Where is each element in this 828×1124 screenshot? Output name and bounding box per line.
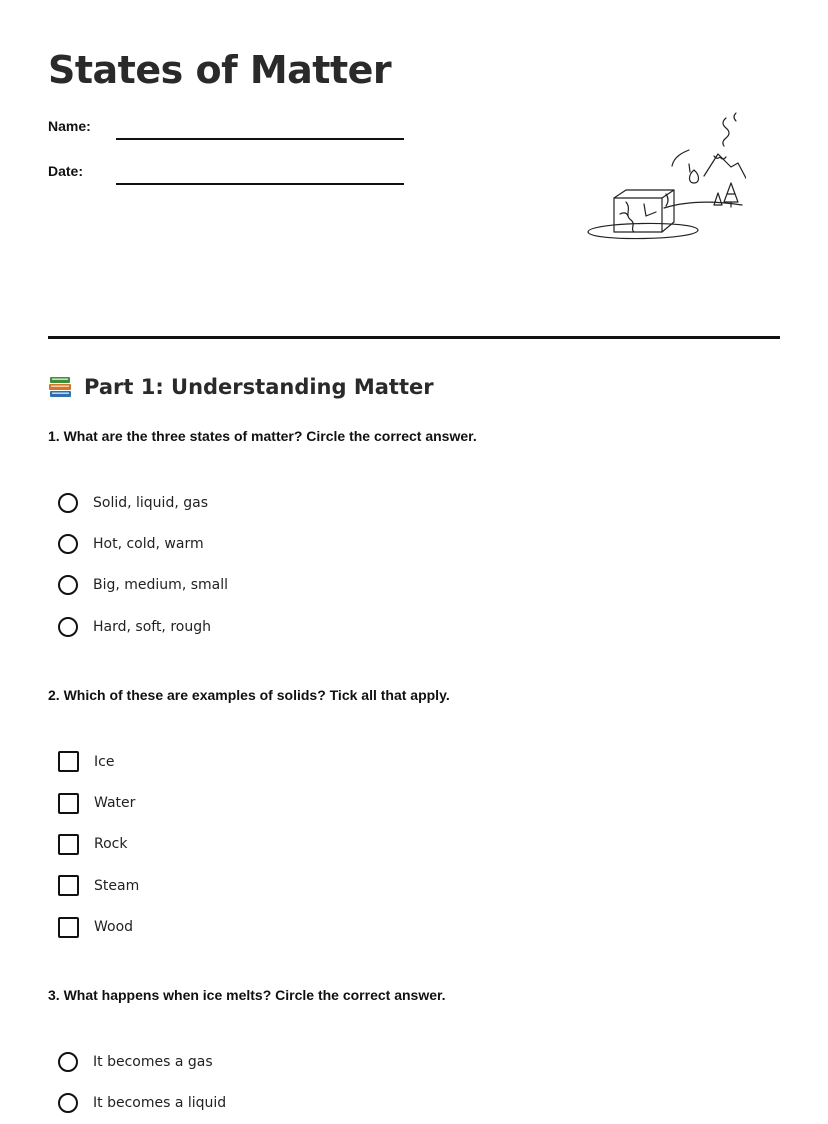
option-label: Big, medium, small <box>93 577 229 594</box>
checkbox[interactable] <box>58 751 79 772</box>
radio-circle[interactable] <box>58 1052 78 1072</box>
section-heading-text: Part 1: Understanding Matter <box>84 375 434 399</box>
worksheet-page <box>48 0 780 1118</box>
section-heading-part1 <box>48 374 434 400</box>
date-label: Date: <box>48 163 84 179</box>
answer-option[interactable] <box>58 606 228 647</box>
states-of-matter-illustration <box>586 110 746 245</box>
question-1-options <box>58 482 228 648</box>
option-label: Solid, liquid, gas <box>93 494 208 511</box>
checkbox[interactable] <box>58 834 79 855</box>
option-label: It becomes a liquid <box>93 1095 227 1112</box>
radio-circle[interactable] <box>58 617 78 637</box>
option-label: Rock <box>94 836 128 853</box>
name-field <box>48 118 404 134</box>
option-label: Steam <box>94 877 140 894</box>
option-label: Wood <box>94 919 134 936</box>
radio-circle[interactable] <box>58 575 78 595</box>
answer-option[interactable] <box>58 565 228 606</box>
radio-circle[interactable] <box>58 493 78 513</box>
question-1: 1. What are the three states of matter? Circle the correct answer. <box>48 428 477 444</box>
answer-option[interactable] <box>58 824 139 865</box>
radio-circle[interactable] <box>58 534 78 554</box>
answer-option[interactable] <box>58 1041 226 1082</box>
date-line[interactable] <box>116 183 404 185</box>
option-label: Ice <box>94 753 115 770</box>
answer-option[interactable] <box>58 782 139 823</box>
books-icon <box>48 374 74 400</box>
section-divider <box>48 336 780 339</box>
option-label: Hard, soft, rough <box>93 618 211 635</box>
answer-option[interactable] <box>58 741 139 782</box>
checkbox[interactable] <box>58 793 79 814</box>
checkbox[interactable] <box>58 875 79 896</box>
option-label: Water <box>94 795 136 812</box>
answer-option[interactable] <box>58 482 228 523</box>
checkbox[interactable] <box>58 917 79 938</box>
name-line[interactable] <box>116 138 404 140</box>
page-title: States of Matter <box>48 48 392 92</box>
option-label: Hot, cold, warm <box>93 536 204 553</box>
radio-circle[interactable] <box>58 1093 78 1113</box>
question-2-options <box>58 741 139 948</box>
question-2: 2. Which of these are examples of solids? Tick all that apply. <box>48 687 450 703</box>
answer-option[interactable] <box>58 865 139 906</box>
option-label: It becomes a gas <box>93 1053 213 1070</box>
date-field <box>48 163 404 179</box>
question-3-options <box>58 1041 226 1124</box>
answer-option[interactable] <box>58 523 228 564</box>
name-label: Name: <box>48 118 91 134</box>
answer-option[interactable] <box>58 907 139 948</box>
question-3: 3. What happens when ice melts? Circle the correct answer. <box>48 987 446 1003</box>
